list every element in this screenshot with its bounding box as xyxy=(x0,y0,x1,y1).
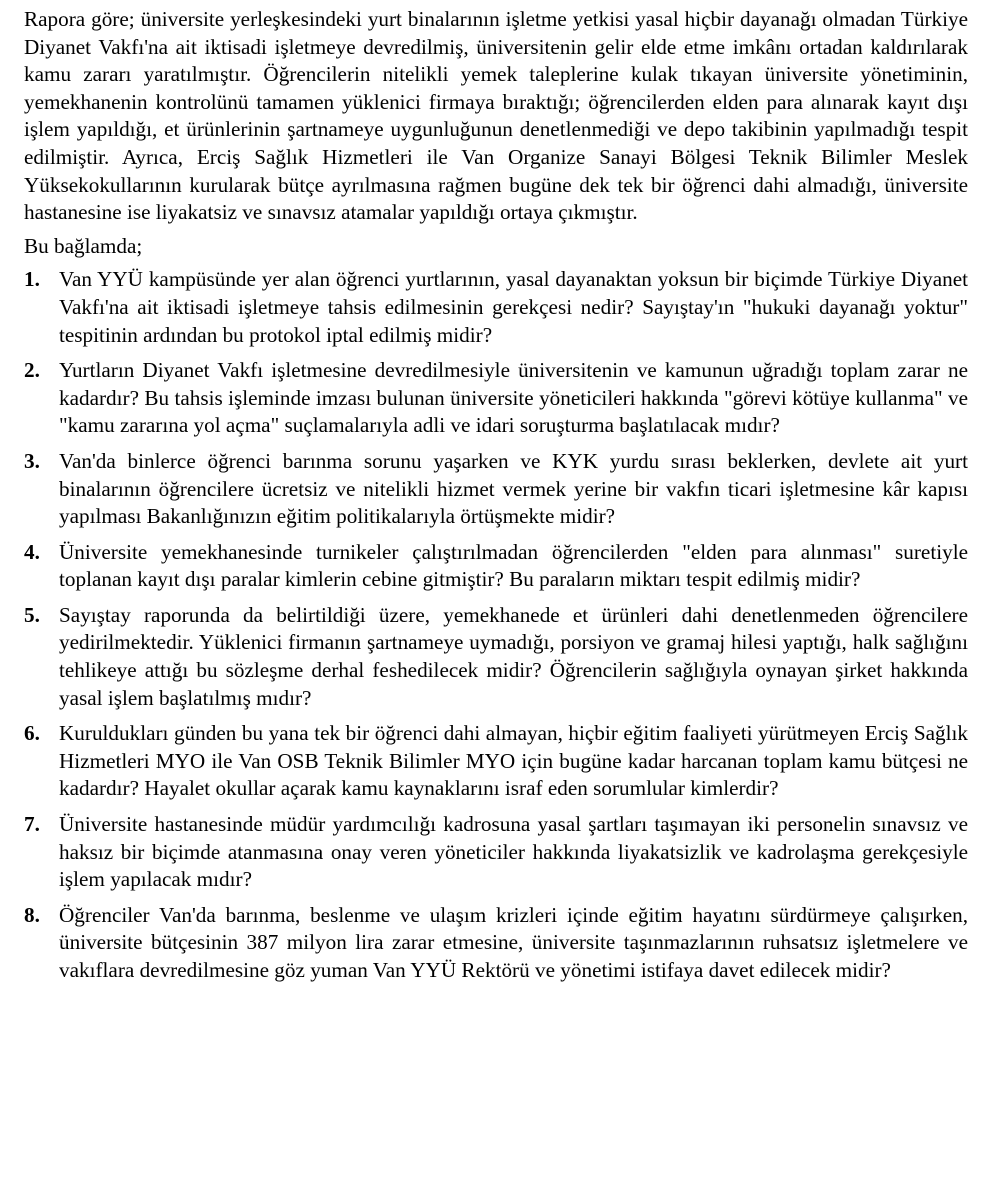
question-number: 6. xyxy=(24,721,40,746)
question-text: Öğrenciler Van'da barınma, beslenme ve ulaşım krizleri içinde eğitim hayatını sürdürmeye çalışırken, üniversite bütçesinin 387 milyon lira zarar etmesine, üniversite taşınmazlarının ruhsatsız işletmelere ve vakıflara devredilmesine göz yuman Van YYÜ Rektörü ve yönetimi istifaya davet edilecek midir? xyxy=(59,902,968,982)
question-item xyxy=(24,902,968,985)
question-item xyxy=(24,720,968,803)
question-text: Van YYÜ kampüsünde yer alan öğrenci yurtlarının, yasal dayanaktan yoksun bir biçimde Türkiye Diyanet Vakfı'na ait iktisadi işletmeye tahsis edilmesinin gerekçesi nedir? Sayıştay'ın "hukuki dayanağı yoktur" tespitinin ardından bu protokol iptal edilmiş midir? xyxy=(59,267,968,347)
question-text: Sayıştay raporunda da belirtildiği üzere, yemekhanede et ürünleri dahi denetlenmeden öğrencilere yedirilmektedir. Yüklenici firmanın şartnameye uymadığı, porsiyon ve gramaj hilesi yaptığı, halk sağlığını tehlikeye attığı bu sözleşme derhal feshedilecek midir? Öğrencilerin sağlığıyla oynayan şirket hakkında yasal işlem başlatılmış mıdır? xyxy=(59,602,968,710)
question-item xyxy=(24,539,968,594)
question-text: Kuruldukları günden bu yana tek bir öğrenci dahi almayan, hiçbir eğitim faaliyeti yürütmeyen Erciş Sağlık Hizmetleri MYO ile Van OSB Teknik Bilimler MYO için bugüne kadar harcanan toplam kamu bütçesi ne kadardır? Hayalet okullar açarak kamu kaynaklarını israf eden sorumlular kimlerdir? xyxy=(59,721,968,801)
question-text: Yurtların Diyanet Vakfı işletmesine devredilmesiyle üniversitenin ve kamunun uğradığı toplam zarar ne kadardır? Bu tahsis işleminde imzası bulunan üniversite yöneticileri hakkında "görevi kötüye kullanma" ve "kamu zararına yol açma" suçlamalarıyla adli ve idari soruşturma başlatılacak mıdır? xyxy=(59,358,968,438)
question-number: 7. xyxy=(24,812,40,837)
question-item xyxy=(24,811,968,894)
question-item xyxy=(24,357,968,440)
question-item xyxy=(24,266,968,349)
document-page xyxy=(24,6,968,993)
question-text: Van'da binlerce öğrenci barınma sorunu yaşarken ve KYK yurdu sırası beklerken, devlete ait yurt binalarının öğrencilere ücretsiz ve nitelikli hizmet vermek yerine bir vakfın ticari işletmesine kâr kapısı yapılması Bakanlığınızın eğitim politikalarıyla örtüşmekte midir? xyxy=(59,448,968,529)
question-number: 2. xyxy=(24,358,40,383)
question-number: 5. xyxy=(24,602,40,627)
intro-paragraph: Rapora göre; üniversite yerleşkesindeki yurt binalarının işletme yetkisi yasal hiçbir dayanağı olmadan Türkiye Diyanet Vakfı'na ait iktisadi işletmeye devredilmiş, üniversitenin gelir elde etme imkânı ortadan kaldırılarak kamu zararı yaratılmıştır. Öğrencilerin nitelikli yemek taleplerine kulak tıkayan üniversite yönetiminin, yemekhanenin kontrolünü tamamen yüklenici firmaya bıraktığı; öğrencilerden elden para alınarak kayıt dışı işlem yapıldığı, et ürünlerinin şartnameye uygunluğunun denetlenmediği ve depo takibinin yapılmadığı tespit edilmiştir. Ayrıca, Erciş Sağlık Hizmetleri ile Van Organize Sanayi Bölgesi Teknik Bilimler Meslek Yüksekokullarının kurularak bütçe ayrılmasına rağmen bugüne dek tek bir öğrenci dahi almadığı, üniversite hastanesine ise liyakatsiz ve sınavsız atamalar yapıldığı ortaya çıkmıştır. xyxy=(24,7,968,225)
question-text: Üniversite yemekhanesinde turnikeler çalıştırılmadan öğrencilerden "elden para alınması" suretiyle toplanan kayıt dışı paralar kimlerin cebine gitmiştir? Bu paraların miktarı tespit edilmiş midir? xyxy=(59,539,968,592)
question-item xyxy=(24,448,968,531)
question-number: 3. xyxy=(24,448,40,473)
question-number: 8. xyxy=(24,902,40,927)
lead-paragraph: Bu bağlamda; xyxy=(24,233,143,258)
question-number: 1. xyxy=(24,267,40,292)
question-item xyxy=(24,602,968,712)
questions-list xyxy=(24,266,968,984)
question-number: 4. xyxy=(24,539,40,564)
question-text: Üniversite hastanesinde müdür yardımcılığı kadrosuna yasal şartları taşımayan iki personelin sınavsız ve haksız bir biçimde atanmasına onay veren yöneticiler hakkında liyakatsizlik ve kadrolaşma gerekçesiyle işlem yapılacak mıdır? xyxy=(59,812,968,892)
